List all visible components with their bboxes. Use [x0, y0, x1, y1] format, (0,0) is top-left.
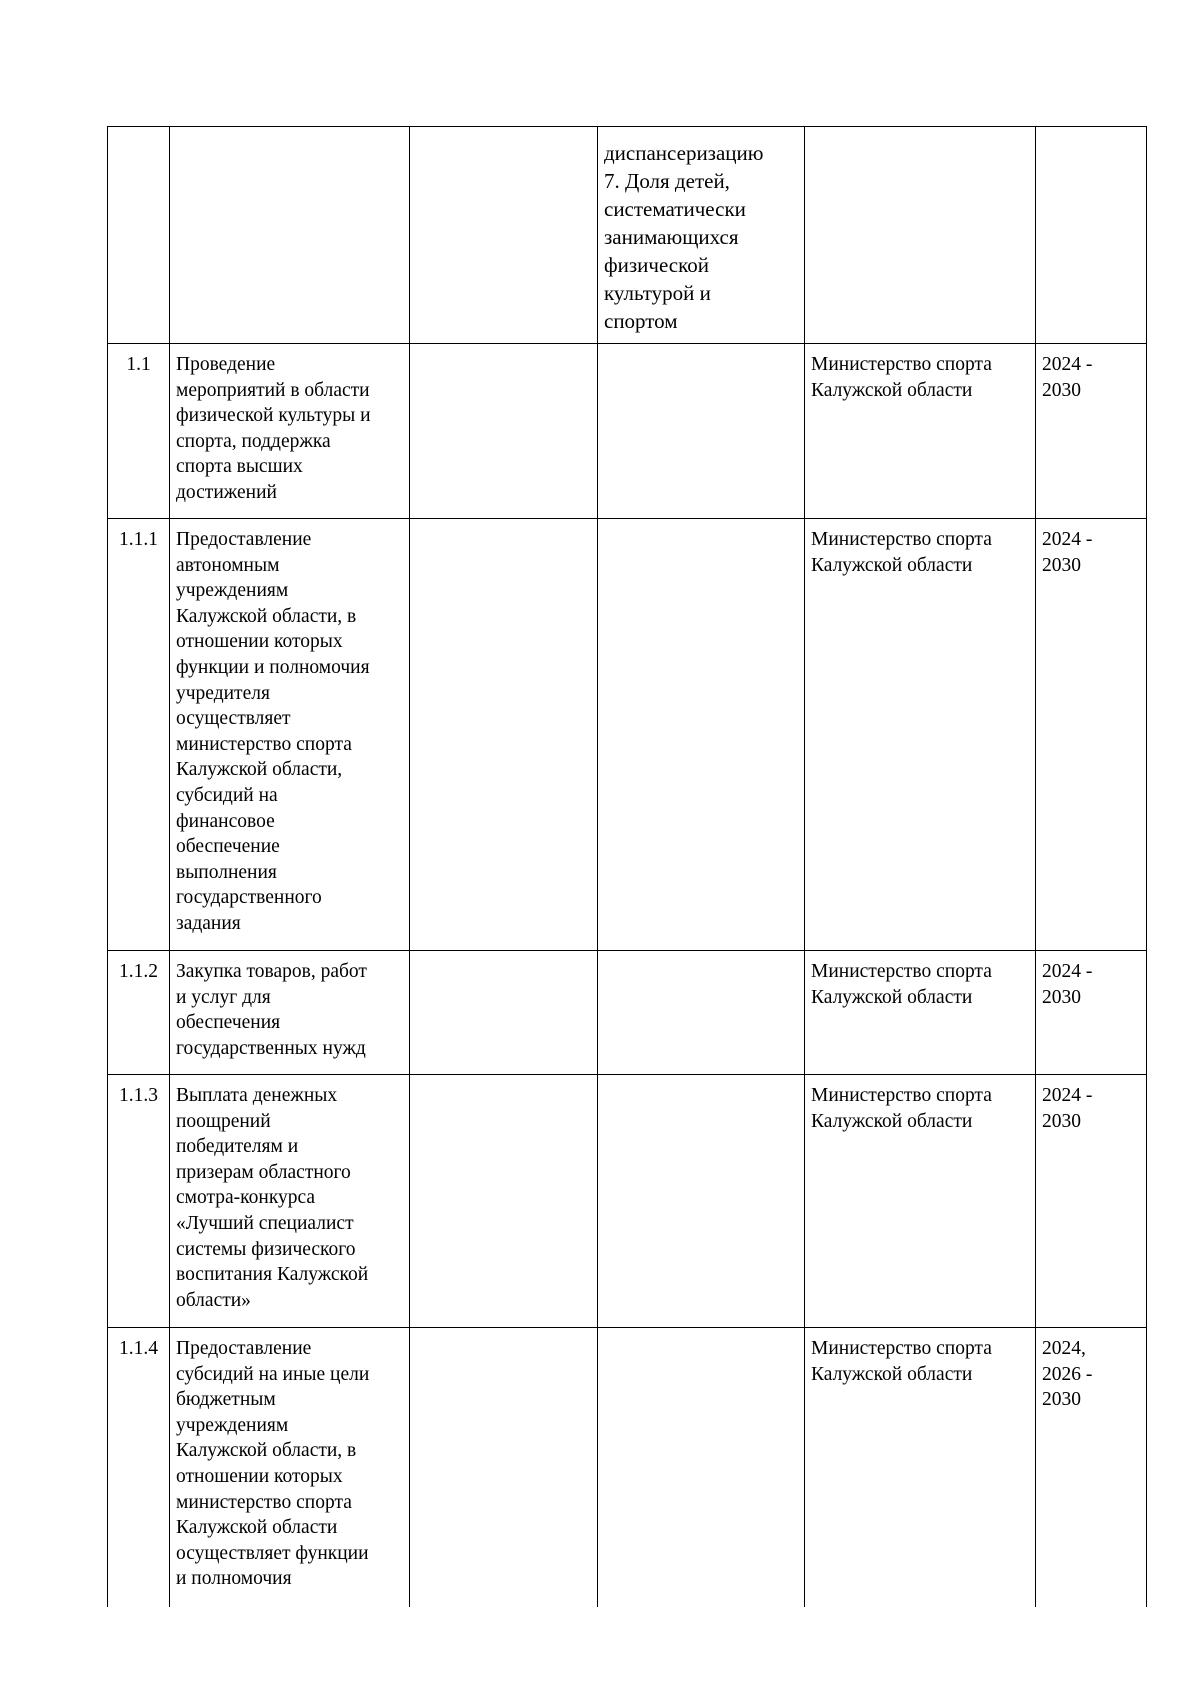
period-cell — [1036, 127, 1147, 344]
period-cell: 2024, 2026 - 2030 — [1036, 1328, 1147, 1607]
program-activities-table — [107, 126, 1147, 1607]
row-number: 1.1.2 — [108, 951, 170, 1075]
table-row — [108, 1075, 1147, 1328]
indicator-cell: диспансеризацию 7. Доля детей, систематически занимающихся физической культурой и спортом — [598, 127, 805, 344]
table-row — [108, 344, 1147, 519]
period-cell: 2024 - 2030 — [1036, 344, 1147, 519]
activity-name: Закупка товаров, работ и услуг для обеспечения государственных нужд — [170, 951, 410, 1075]
blank-cell — [410, 519, 598, 951]
row-number: 1.1.4 — [108, 1328, 170, 1607]
executor-cell: Министерство спорта Калужской области — [805, 1075, 1036, 1328]
executor-cell: Министерство спорта Калужской области — [805, 344, 1036, 519]
activity-name: Предоставление субсидий на иные цели бюджетным учреждениям Калужской области, в отношении которых министерство спорта Калужской области осуществляет функции и полномочия — [170, 1328, 410, 1607]
activity-name — [170, 127, 410, 344]
period-cell: 2024 - 2030 — [1036, 951, 1147, 1075]
blank-cell — [410, 1328, 598, 1607]
blank-cell — [410, 1075, 598, 1328]
row-number — [108, 127, 170, 344]
table-row — [108, 951, 1147, 1075]
indicator-cell — [598, 519, 805, 951]
executor-cell: Министерство спорта Калужской области — [805, 1328, 1036, 1607]
table-row — [108, 1328, 1147, 1607]
table-row — [108, 127, 1147, 344]
blank-cell — [410, 344, 598, 519]
period-cell: 2024 - 2030 — [1036, 1075, 1147, 1328]
executor-cell: Министерство спорта Калужской области — [805, 519, 1036, 951]
executor-cell: Министерство спорта Калужской области — [805, 951, 1036, 1075]
indicator-cell — [598, 951, 805, 1075]
indicator-cell — [598, 344, 805, 519]
executor-cell — [805, 127, 1036, 344]
indicator-cell — [598, 1075, 805, 1328]
activity-name: Выплата денежных поощрений победителям и призерам областного смотра-конкурса «Лучший специалист системы физического воспитания Калужской области» — [170, 1075, 410, 1328]
indicator-cell — [598, 1328, 805, 1607]
blank-cell — [410, 127, 598, 344]
row-number: 1.1.3 — [108, 1075, 170, 1328]
row-number: 1.1 — [108, 344, 170, 519]
row-number: 1.1.1 — [108, 519, 170, 951]
activity-name: Проведение мероприятий в области физической культуры и спорта, поддержка спорта высших достижений — [170, 344, 410, 519]
blank-cell — [410, 951, 598, 1075]
activity-name: Предоставление автономным учреждениям Калужской области, в отношении которых функции и полномочия учредителя осуществляет министерство спорта Калужской области, субсидий на финансовое обеспечение выполнения государственного задания — [170, 519, 410, 951]
period-cell: 2024 - 2030 — [1036, 519, 1147, 951]
table-row — [108, 519, 1147, 951]
